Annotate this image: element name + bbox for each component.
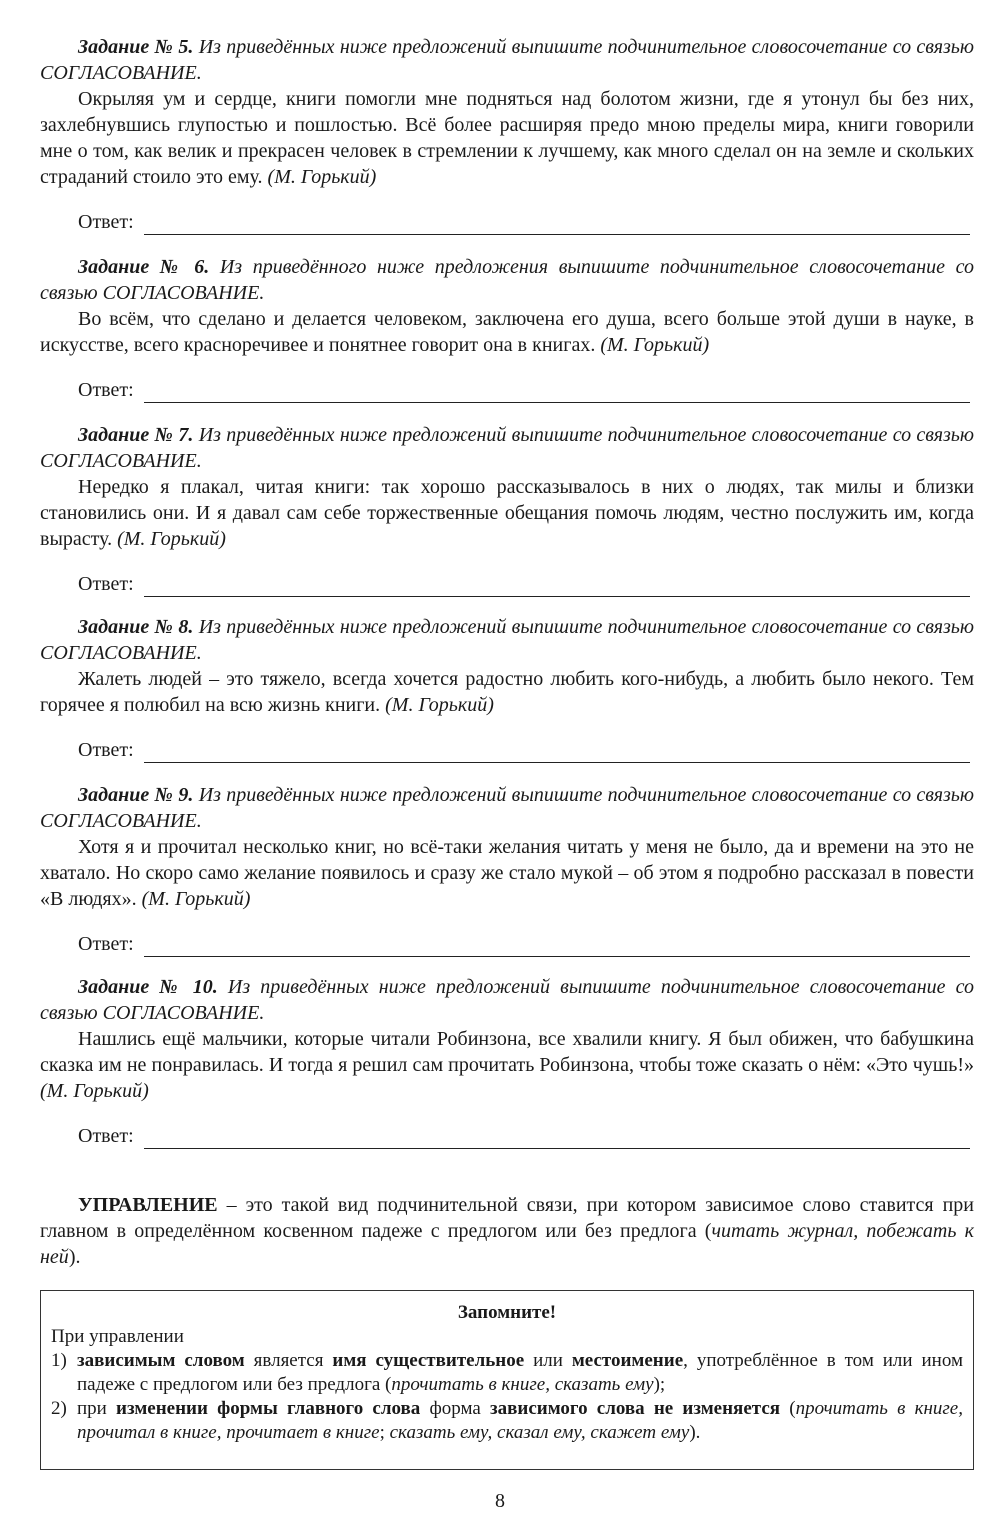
task-instruction: Задание № 6. Из приведённого ниже предложения выпишите подчинительное словосочетание со связью СОГЛАСОВАНИЕ. [40, 256, 974, 304]
task-text: Хотя я и прочитал несколько книг, но всё-таки желания читать у меня не было, да и времени на это не хватало. Но скоро само желание появилось и сразу же стало мукой – об этом я подробно рассказал в повести «В людях». (М. Горький) [40, 836, 974, 910]
task-instruction: Задание № 9. Из приведённых ниже предложений выпишите подчинительное словосочетание со связью СОГЛАСОВАНИЕ. [40, 784, 974, 832]
task-text: Жалеть людей – это тяжело, всегда хочется радостно любить кого-нибудь, а любить было некого. Тем горячее я полюбил на всю жизнь книги. (М. Горький) [40, 668, 974, 716]
author: (М. Горький) [267, 166, 377, 188]
answer-label: Ответ: [78, 379, 134, 401]
answer-label: Ответ: [78, 739, 134, 761]
item-number: 1) [51, 1350, 67, 1371]
answer-field[interactable] [40, 1122, 974, 1149]
answer-line[interactable] [144, 570, 970, 597]
answer-label: Ответ: [78, 933, 134, 955]
answer-field[interactable] [40, 570, 974, 597]
author: (М. Горький) [40, 1080, 149, 1102]
answer-field[interactable] [40, 208, 974, 235]
answer-label: Ответ: [78, 211, 134, 233]
task-label: Задание № 10. [78, 976, 218, 998]
task-label: Задание № 9. [78, 784, 194, 806]
page-number: 8 [495, 1490, 505, 1512]
remember-item-2: 2) при изменении формы главного слова форма зависимого слова не изменяется (прочитать в книге, прочитал в книге, прочитает в книге; сказать ему, сказал ему, скажет ему). [51, 1398, 963, 1443]
item-number: 2) [51, 1398, 67, 1419]
task-instruction: Задание № 8. Из приведённых ниже предложений выпишите подчинительное словосочетание со связью СОГЛАСОВАНИЕ. [40, 616, 974, 664]
task-text: Нашлись ещё мальчики, которые читали Робинзона, все хвалили книгу. Я был обижен, что бабушкина сказка им не понравилась. И тогда я решил сам прочитать Робинзона, чтобы тоже сказать о нём: «Это чушь!» (М. Горький) [40, 1028, 974, 1102]
task-instruction: Задание № 5. Из приведённых ниже предложений выпишите подчинительное словосочетание со связью СОГЛАСОВАНИЕ. [40, 36, 974, 84]
task-instruction: Задание № 10. Из приведённых ниже предложений выпишите подчинительное словосочетание со связью СОГЛАСОВАНИЕ. [40, 976, 974, 1024]
remember-item-1: 1) зависимым словом является имя существительное или местоимение, употреблённое в том или ином падеже с предлогом или без предлога (прочитать в книге, сказать ему); [51, 1350, 963, 1395]
task-instruction: Задание № 7. Из приведённых ниже предложений выпишите подчинительное словосочетание со связью СОГЛАСОВАНИЕ. [40, 424, 974, 472]
answer-label: Ответ: [78, 573, 134, 595]
rule-examples: читать журнал, побежать к ней [40, 1220, 974, 1268]
answer-field[interactable] [40, 930, 974, 957]
task-text: Во всём, что сделано и делается человеком, заключена его душа, всего больше этой души в науке, в искусстве, всего красноречивее и понятнее говорит она в книгах. (М. Горький) [40, 308, 974, 356]
answer-line[interactable] [144, 930, 970, 957]
answer-line[interactable] [144, 376, 970, 403]
task-7 [40, 422, 974, 597]
remember-intro: При управлении [51, 1326, 184, 1347]
answer-label: Ответ: [78, 1125, 134, 1147]
author: (М. Горький) [600, 334, 710, 356]
author: (М. Горький) [141, 888, 251, 910]
author: (М. Горький) [117, 528, 226, 550]
task-text: Окрыляя ум и сердце, книги помогли мне подняться над болотом жизни, где я утонул бы без них, захлебнувшись глупостью и пошлостью. Всё более расширяя предо мною пределы мира, книги говорили мне о том, как велик и прекрасен человек в стремлении к лучшему, как много сделал он на земле и скольких страданий стоило это ему. (М. Горький) [40, 88, 974, 188]
answer-line[interactable] [144, 1122, 970, 1149]
task-8 [40, 614, 974, 763]
task-label: Задание № 7. [78, 424, 194, 446]
task-10 [40, 974, 974, 1149]
task-label: Задание № 5. [78, 36, 194, 58]
task-5 [40, 34, 974, 235]
task-6 [40, 254, 974, 403]
task-label: Задание № 6. [78, 256, 210, 278]
rule-definition: УПРАВЛЕНИЕ – это такой вид подчинительной связи, при котором зависимое слово ставится при главном в определённом косвенном падеже с предлогом или без предлога (читать журнал, побежать к ней). [40, 1194, 974, 1268]
rule-term: УПРАВЛЕНИЕ [78, 1194, 218, 1216]
task-label: Задание № 8. [78, 616, 194, 638]
remember-box [40, 1290, 974, 1470]
answer-line[interactable] [144, 208, 970, 235]
answer-field[interactable] [40, 376, 974, 403]
answer-field[interactable] [40, 736, 974, 763]
answer-line[interactable] [144, 736, 970, 763]
task-text: Нередко я плакал, читая книги: так хорошо рассказывалось в них о людях, так милы и близки становились они. И я давал сам себе торжественные обещания помочь людям, честно послужить им, когда вырасту. (М. Горький) [40, 476, 974, 550]
task-9 [40, 782, 974, 957]
remember-title: Запомните! [457, 1302, 557, 1323]
author: (М. Горький) [385, 694, 494, 716]
